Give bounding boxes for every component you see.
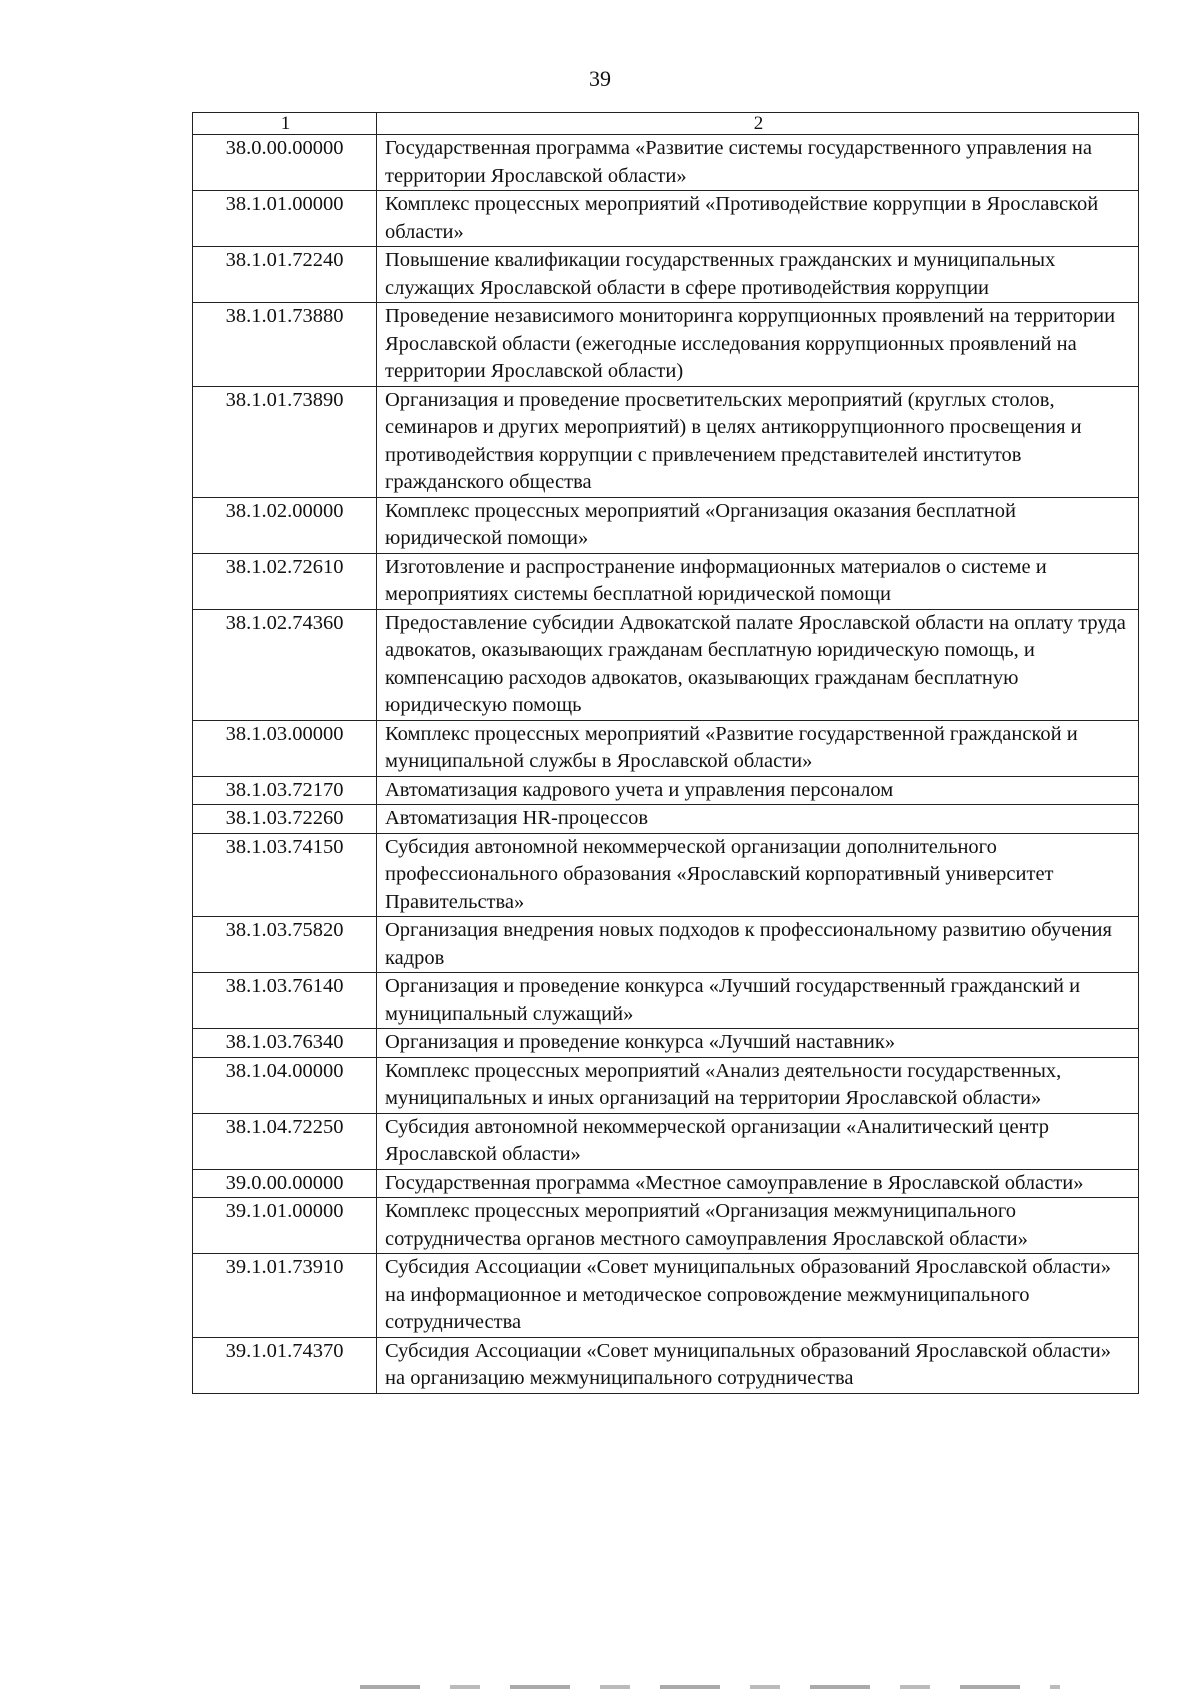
row-name: Комплекс процессных мероприятий «Организация межмуниципального сотрудничества органов местного самоуправления Ярославской области» — [377, 1198, 1139, 1254]
table-row — [193, 386, 1139, 497]
table-row — [193, 1254, 1139, 1338]
row-code: 38.1.02.00000 — [193, 497, 377, 553]
table-row — [193, 191, 1139, 247]
row-code: 39.1.01.74370 — [193, 1337, 377, 1393]
row-code: 38.1.04.72250 — [193, 1113, 377, 1169]
row-name: Организация и проведение конкурса «Лучший государственный гражданский и муниципальный служащий» — [377, 973, 1139, 1029]
row-code: 38.1.01.00000 — [193, 191, 377, 247]
row-name: Комплекс процессных мероприятий «Организация оказания бесплатной юридической помощи» — [377, 497, 1139, 553]
table-row — [193, 720, 1139, 776]
table-row — [193, 1169, 1139, 1198]
table-row — [193, 247, 1139, 303]
row-name: Автоматизация кадрового учета и управления персоналом — [377, 776, 1139, 805]
scan-artifact-line — [360, 1685, 1060, 1689]
table-row — [193, 497, 1139, 553]
page-number: 39 — [589, 66, 611, 91]
row-code: 38.1.03.76140 — [193, 973, 377, 1029]
budget-classification-table — [192, 112, 1139, 1394]
table-row — [193, 1029, 1139, 1058]
row-code: 39.0.00.00000 — [193, 1169, 377, 1198]
table-row — [193, 973, 1139, 1029]
row-code: 38.1.02.72610 — [193, 553, 377, 609]
table-row — [193, 135, 1139, 191]
row-name: Автоматизация HR-процессов — [377, 805, 1139, 834]
row-name: Предоставление субсидии Адвокатской палате Ярославской области на оплату труда адвокатов, оказывающих гражданам бесплатную юридическую помощь, и компенсацию расходов адвокатов, оказывающих гражданам бесплатную юридическую помощь — [377, 609, 1139, 720]
row-code: 38.1.03.72170 — [193, 776, 377, 805]
table-row — [193, 1057, 1139, 1113]
row-name: Комплекс процессных мероприятий «Анализ деятельности государственных, муниципальных и иных организаций на территории Ярославской области» — [377, 1057, 1139, 1113]
table-row — [193, 303, 1139, 387]
row-name: Повышение квалификации государственных гражданских и муниципальных служащих Ярославской области в сфере противодействия коррупции — [377, 247, 1139, 303]
row-name: Государственная программа «Развитие системы государственного управления на территории Ярославской области» — [377, 135, 1139, 191]
row-name: Государственная программа «Местное самоуправление в Ярославской области» — [377, 1169, 1139, 1198]
table-row — [193, 805, 1139, 834]
table-row — [193, 609, 1139, 720]
row-name: Субсидия Ассоциации «Совет муниципальных образований Ярославской области» на информационное и методическое сопровождение межмуниципального сотрудничества — [377, 1254, 1139, 1338]
row-name: Комплекс процессных мероприятий «Развитие государственной гражданской и муниципальной службы в Ярославской области» — [377, 720, 1139, 776]
table-header-row — [193, 113, 1139, 135]
row-code: 38.1.03.00000 — [193, 720, 377, 776]
table-row — [193, 833, 1139, 917]
row-code: 38.1.01.73880 — [193, 303, 377, 387]
table-row — [193, 1337, 1139, 1393]
row-code: 39.1.01.00000 — [193, 1198, 377, 1254]
table-row — [193, 917, 1139, 973]
table-row — [193, 1198, 1139, 1254]
row-name: Субсидия автономной некоммерческой организации «Аналитический центр Ярославской области» — [377, 1113, 1139, 1169]
row-name: Организация и проведение просветительских мероприятий (круглых столов, семинаров и других мероприятий) в целях антикоррупционного просвещения и противодействия коррупции с привлечением представителей институтов гражданского общества — [377, 386, 1139, 497]
row-code: 38.1.04.00000 — [193, 1057, 377, 1113]
row-name: Субсидия Ассоциации «Совет муниципальных образований Ярославской области» на организацию межмуниципального сотрудничества — [377, 1337, 1139, 1393]
table-body — [193, 135, 1139, 1394]
row-name: Комплекс процессных мероприятий «Противодействие коррупции в Ярославской области» — [377, 191, 1139, 247]
row-name: Организация внедрения новых подходов к профессиональному развитию обучения кадров — [377, 917, 1139, 973]
table-row — [193, 553, 1139, 609]
row-code: 38.1.03.74150 — [193, 833, 377, 917]
row-code: 39.1.01.73910 — [193, 1254, 377, 1338]
table-row — [193, 776, 1139, 805]
row-name: Организация и проведение конкурса «Лучший наставник» — [377, 1029, 1139, 1058]
column-header-code: 1 — [193, 113, 377, 135]
table-row — [193, 1113, 1139, 1169]
row-code: 38.1.01.72240 — [193, 247, 377, 303]
row-name: Субсидия автономной некоммерческой организации дополнительного профессионального образования «Ярославский корпоративный университет Правительства» — [377, 833, 1139, 917]
row-code: 38.0.00.00000 — [193, 135, 377, 191]
row-code: 38.1.03.72260 — [193, 805, 377, 834]
row-code: 38.1.03.76340 — [193, 1029, 377, 1058]
row-code: 38.1.02.74360 — [193, 609, 377, 720]
row-name: Проведение независимого мониторинга коррупционных проявлений на территории Ярославской области (ежегодные исследования коррупционных проявлений на территории Ярославской области) — [377, 303, 1139, 387]
row-code: 38.1.03.75820 — [193, 917, 377, 973]
row-code: 38.1.01.73890 — [193, 386, 377, 497]
column-header-name: 2 — [377, 113, 1139, 135]
row-name: Изготовление и распространение информационных материалов о системе и мероприятиях системы бесплатной юридической помощи — [377, 553, 1139, 609]
